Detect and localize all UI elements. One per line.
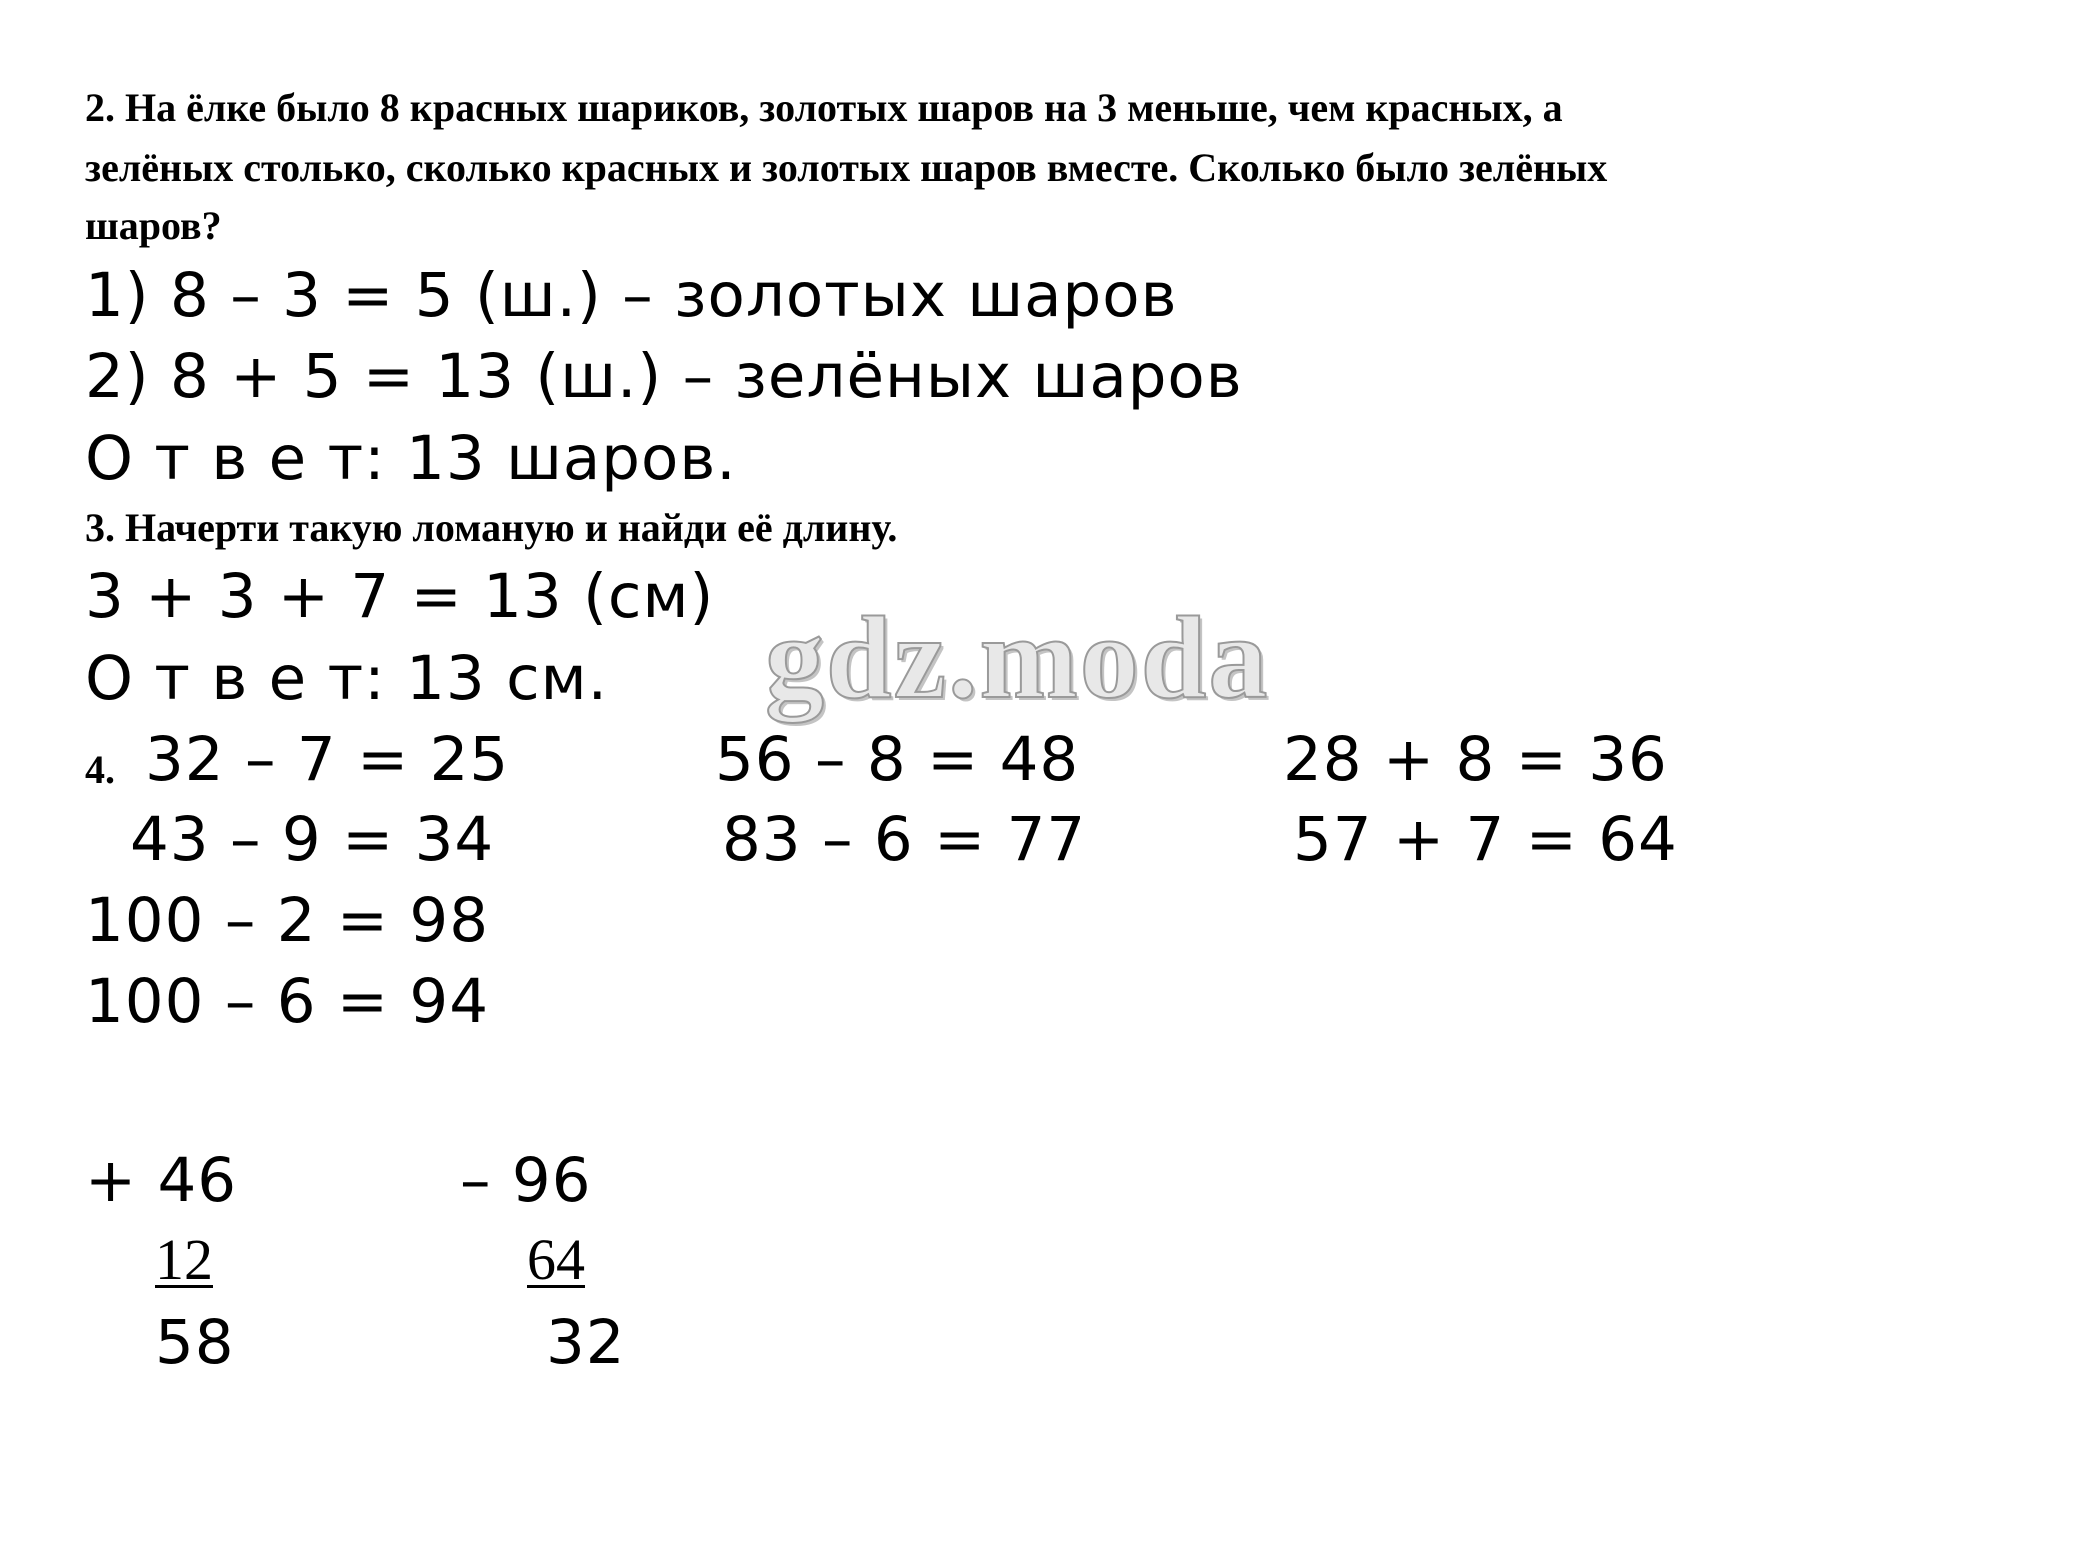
task3-title: 3. Начерти такую ломаную и найди её длину.: [85, 505, 898, 550]
watermark-logo: gdz.moda: [765, 592, 1270, 723]
column-add-top: + 46: [85, 1145, 238, 1216]
task4-row4: 100 – 6 = 94: [85, 966, 490, 1037]
column-sub-result: 32: [546, 1307, 626, 1378]
task4-row2-col1: 43 – 9 = 34: [130, 804, 495, 875]
column-sub-top: – 96: [460, 1145, 592, 1216]
task2-answer: О т в е т: 13 шаров.: [85, 423, 737, 494]
task2-line3: шаров?: [85, 203, 222, 248]
task2-step1: 1) 8 – 3 = 5 (ш.) – золотых шаров: [85, 260, 1178, 331]
task4-row1-col3: 28 + 8 = 36: [1283, 724, 1668, 795]
column-add-second: 12: [155, 1227, 213, 1292]
task3-calc: 3 + 3 + 7 = 13 (см): [85, 561, 715, 632]
task4-row1-col2: 56 – 8 = 48: [715, 724, 1080, 795]
task2-step2: 2) 8 + 5 = 13 (ш.) – зелёных шаров: [85, 341, 1243, 412]
task4-row2-col3: 57 + 7 = 64: [1293, 804, 1678, 875]
task4-row2-col2: 83 – 6 = 77: [722, 804, 1087, 875]
task3-answer: О т в е т: 13 см.: [85, 643, 609, 714]
column-sub-second: 64: [527, 1227, 585, 1292]
task2-line1: 2. На ёлке было 8 красных шариков, золотых шаров на 3 меньше, чем красных, а: [85, 85, 1563, 130]
task4-row1-col1: 32 – 7 = 25: [145, 724, 510, 795]
task2-line2: зелёных столько, сколько красных и золотых шаров вместе. Сколько было зелёных: [85, 145, 1608, 190]
task4-label: 4.: [85, 747, 115, 792]
column-add-result: 58: [155, 1307, 235, 1378]
task4-row3: 100 – 2 = 98: [85, 885, 490, 956]
